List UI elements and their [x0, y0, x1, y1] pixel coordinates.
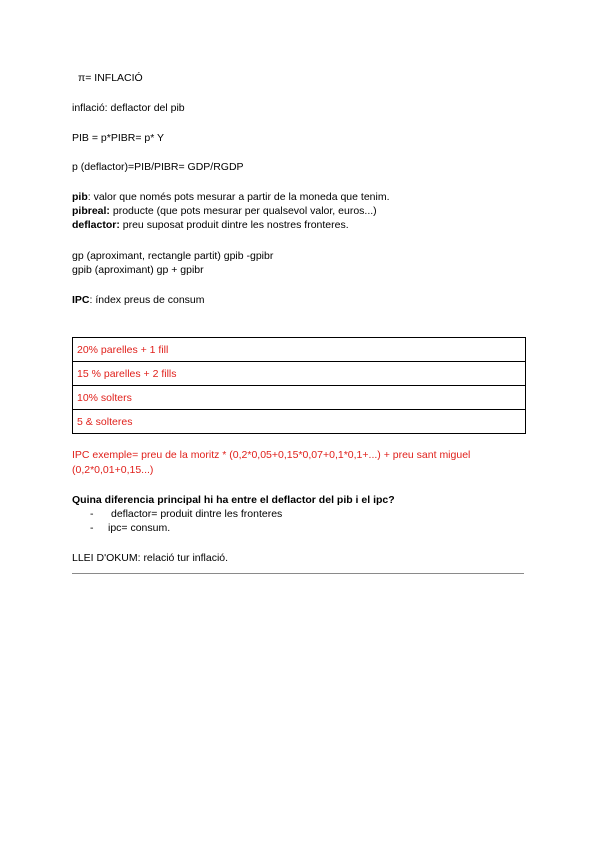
definition-text: preu suposat produit dintre les nostres fronteres.: [119, 219, 349, 231]
consumer-groups-table: [72, 337, 526, 434]
ipc-example-line-2: (0,2*0,01+0,15...): [72, 464, 154, 476]
table-cell: 20% parelles + 1 fill: [73, 338, 526, 362]
ipc-example-line-1: IPC exemple= preu de la moritz * (0,2*0,05+0,15*0,07+0,1*0,1+...) + preu sant miguel: [72, 449, 471, 461]
definition-text: : valor que només pots mesurar a partir de la moneda que tenim.: [87, 191, 390, 203]
table-row: [73, 338, 526, 362]
inflation-definition-line: inflació: deflactor del pib: [72, 102, 185, 114]
pib-formula-line: PIB = p*PIBR= p* Y: [72, 132, 165, 144]
answer-item-ipc: ipc= consum.: [108, 522, 171, 534]
table-cell: 15 % parelles + 2 fills: [73, 362, 526, 386]
okun-law-line: LLEI D'OKUM: relació tur inflació.: [72, 552, 229, 564]
definition-term: pib: [72, 191, 88, 203]
answer-item-deflactor: deflactor= produit dintre les fronteres: [111, 508, 283, 520]
table-cell: 10% solters: [73, 386, 526, 410]
document-title: π= INFLACIÓ: [78, 72, 143, 84]
table-cell: 5 & solteres: [73, 410, 526, 434]
approx-line-gpib: gpib (aproximant) gp + gpibr: [72, 264, 204, 276]
list-bullet: -: [90, 522, 94, 534]
deflactor-formula-line: p (deflactor)=PIB/PIBR= GDP/RGDP: [72, 161, 244, 173]
definition-text: producte (que pots mesurar per qualsevol valor, euros...): [109, 205, 377, 217]
list-bullet: -: [90, 508, 94, 520]
definition-deflactor: [72, 218, 349, 232]
ipc-text: : índex preus de consum: [89, 294, 205, 306]
question-heading: Quina diferencia principal hi ha entre el deflactor del pib i el ipc?: [72, 494, 395, 506]
horizontal-rule: [72, 573, 524, 574]
table-row: [73, 362, 526, 386]
ipc-term: IPC: [72, 294, 90, 306]
definition-pibreal: [72, 204, 377, 218]
definition-term: pibreal:: [72, 205, 110, 217]
approx-line-gp: gp (aproximant, rectangle partit) gpib -gpibr: [72, 250, 274, 262]
definition-pib: [72, 190, 390, 204]
table-row: [73, 386, 526, 410]
table-row: [73, 410, 526, 434]
ipc-definition: [72, 293, 205, 307]
definition-term: deflactor:: [72, 219, 120, 231]
